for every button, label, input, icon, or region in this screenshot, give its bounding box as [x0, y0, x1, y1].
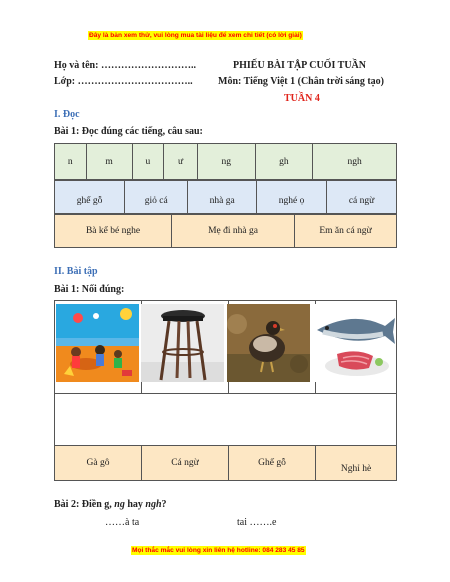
fill-exercise-title — [54, 499, 167, 510]
worksheet-title: PHIẾU BÀI TẬP CUỐI TUẦN — [233, 60, 366, 71]
children-beach-image — [56, 304, 139, 382]
reading-exercise-1: Bài 1: Đọc đúng các tiếng, câu sau: — [54, 126, 203, 137]
words-table — [54, 180, 397, 214]
letter-cell: n — [55, 144, 87, 180]
sentence-cell: Bà kể bé nghe — [55, 215, 172, 248]
word-cell: giỏ cá — [125, 181, 188, 214]
matching-space — [55, 394, 397, 446]
section-reading-title: I. Đọc — [54, 109, 80, 120]
fill-exercise-suffix: ? — [161, 499, 167, 510]
word-cell: nhà ga — [188, 181, 257, 214]
fill-blank-2: tai …….e — [237, 517, 277, 528]
preview-notice: Đây là bản xem thử, vui lòng mua tài liệu để xem chi tiết (có lời giải) — [89, 32, 302, 39]
answer-cell: Cá ngừ — [142, 446, 229, 481]
word-cell: nghé ọ — [257, 181, 327, 214]
subject-label: Môn: Tiếng Việt 1 (Chân trời sáng tạo) — [218, 76, 385, 87]
answer-cell: Nghỉ hè — [316, 446, 397, 481]
word-cell: ghế gỗ — [55, 181, 125, 214]
letter-cell: u — [132, 144, 164, 180]
bar-stool-image — [141, 304, 224, 382]
fill-blank-1: ……à ta — [105, 517, 140, 528]
letter-cell: ư — [164, 144, 198, 180]
fill-exercise-mid: hay — [124, 499, 146, 510]
fill-exercise-prefix: Bài 2: Điền g, — [54, 499, 115, 510]
contact-notice: Mọi thắc mắc vui lòng xin liên hệ hotline: 084 283 45 85 — [132, 547, 305, 554]
sentence-cell: Mẹ đi nhà ga — [172, 215, 295, 248]
section-exercises-title: II. Bài tập — [54, 266, 98, 277]
grouse-bird-image — [227, 304, 310, 382]
sentences-table — [54, 214, 397, 248]
tuna-fish-image — [313, 304, 396, 382]
letter-cell: ng — [197, 144, 255, 180]
sentence-cell: Em ăn cá ngừ — [295, 215, 397, 248]
letters-table — [54, 143, 397, 180]
answer-cell: Gà gô — [55, 446, 142, 481]
letter-cell: gh — [255, 144, 313, 180]
word-cell: cá ngừ — [327, 181, 397, 214]
name-field-label: Họ và tên: ……………………….. — [54, 60, 196, 71]
week-label: TUẦN 4 — [284, 93, 320, 104]
class-field-label: Lớp: …………………………….. — [54, 76, 193, 87]
answer-cell: Ghế gỗ — [229, 446, 316, 481]
letter-cell: m — [86, 144, 132, 180]
fill-exercise-ng: ng — [114, 499, 125, 510]
fill-exercise-ngh: ngh — [145, 499, 162, 510]
letter-cell: ngh — [313, 144, 397, 180]
matching-exercise-title: Bài 1: Nối đúng: — [54, 284, 125, 295]
